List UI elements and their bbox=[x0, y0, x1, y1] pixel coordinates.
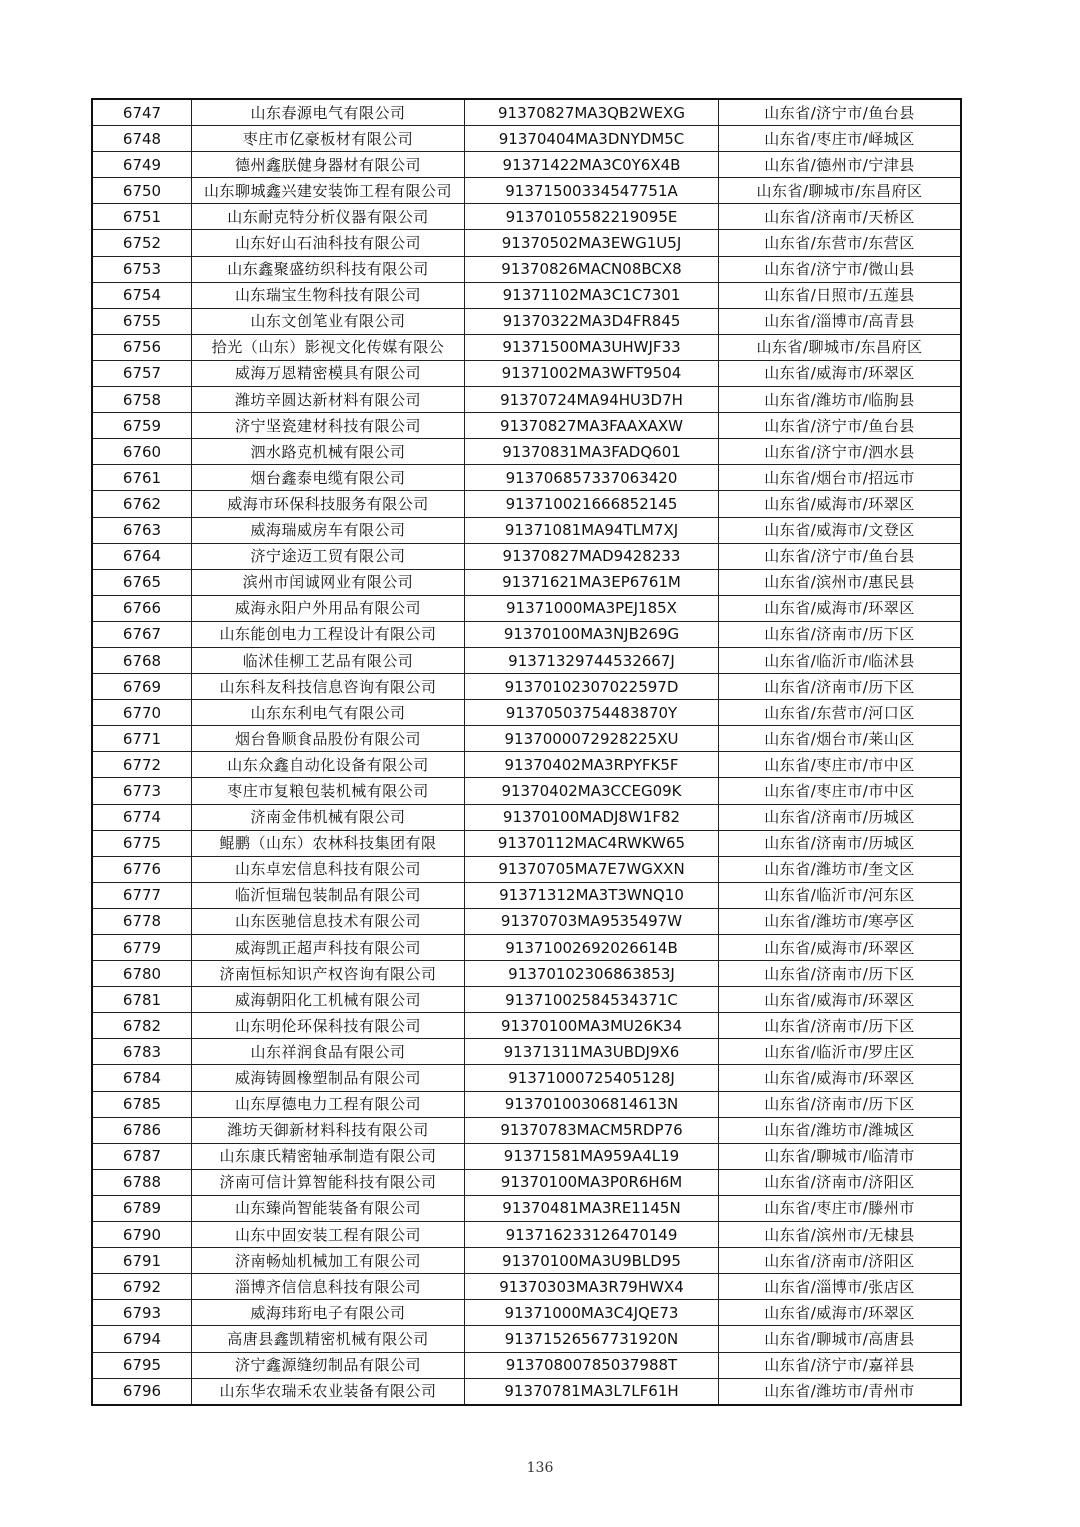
table-row bbox=[92, 908, 961, 934]
region: 山东省/济南市/历下区 bbox=[719, 961, 962, 987]
company-name: 山东众鑫自动化设备有限公司 bbox=[192, 752, 465, 778]
table-row bbox=[92, 256, 961, 282]
row-number: 6791 bbox=[92, 1248, 192, 1274]
row-number: 6794 bbox=[92, 1326, 192, 1352]
table-row bbox=[92, 543, 961, 569]
company-name: 山东华农瑞禾农业装备有限公司 bbox=[192, 1378, 465, 1405]
credit-code: 91371311MA3UBDJ9X6 bbox=[465, 1039, 719, 1065]
row-number: 6751 bbox=[92, 204, 192, 230]
row-number: 6776 bbox=[92, 856, 192, 882]
region: 山东省/滨州市/惠民县 bbox=[719, 569, 962, 595]
region: 山东省/济宁市/泗水县 bbox=[719, 439, 962, 465]
credit-code: 91370100MA3U9BLD95 bbox=[465, 1248, 719, 1274]
table-row bbox=[92, 1013, 961, 1039]
row-number: 6796 bbox=[92, 1378, 192, 1405]
row-number: 6793 bbox=[92, 1300, 192, 1326]
row-number: 6749 bbox=[92, 152, 192, 178]
region: 山东省/枣庄市/峄城区 bbox=[719, 126, 962, 152]
credit-code: 9137000072928225XU bbox=[465, 726, 719, 752]
table-row bbox=[92, 491, 961, 517]
region: 山东省/临沂市/罗庄区 bbox=[719, 1039, 962, 1065]
company-name: 山东明伦环保科技有限公司 bbox=[192, 1013, 465, 1039]
company-name: 山东卓宏信息科技有限公司 bbox=[192, 856, 465, 882]
company-name: 烟台鲁顺食品股份有限公司 bbox=[192, 726, 465, 752]
region: 山东省/济南市/历城区 bbox=[719, 804, 962, 830]
credit-code: 91371526567731920N bbox=[465, 1326, 719, 1352]
table-row bbox=[92, 99, 961, 126]
credit-code: 91370303MA3R79HWX4 bbox=[465, 1274, 719, 1300]
company-name: 泗水路克机械有限公司 bbox=[192, 439, 465, 465]
company-name: 鲲鹏（山东）农林科技集团有限 bbox=[192, 830, 465, 856]
table-row bbox=[92, 1352, 961, 1378]
company-name: 威海朝阳化工机械有限公司 bbox=[192, 987, 465, 1013]
company-name: 淄博齐信信息科技有限公司 bbox=[192, 1274, 465, 1300]
row-number: 6748 bbox=[92, 126, 192, 152]
company-name: 威海瑞威房车有限公司 bbox=[192, 517, 465, 543]
row-number: 6790 bbox=[92, 1222, 192, 1248]
table-row bbox=[92, 1326, 961, 1352]
credit-code: 91371002MA3WFT9504 bbox=[465, 360, 719, 386]
region: 山东省/临沂市/临沭县 bbox=[719, 647, 962, 673]
company-name: 山东东利电气有限公司 bbox=[192, 700, 465, 726]
row-number: 6781 bbox=[92, 987, 192, 1013]
table-row bbox=[92, 1169, 961, 1195]
region: 山东省/德州市/宁津县 bbox=[719, 152, 962, 178]
credit-code: 91371422MA3C0Y6X4B bbox=[465, 152, 719, 178]
region: 山东省/潍坊市/奎文区 bbox=[719, 856, 962, 882]
row-number: 6750 bbox=[92, 178, 192, 204]
table-row bbox=[92, 1039, 961, 1065]
row-number: 6769 bbox=[92, 674, 192, 700]
row-number: 6778 bbox=[92, 908, 192, 934]
table-row bbox=[92, 830, 961, 856]
company-name: 潍坊天御新材料科技有限公司 bbox=[192, 1117, 465, 1143]
table-row bbox=[92, 126, 961, 152]
credit-code: 91370827MA3FAAXAXW bbox=[465, 413, 719, 439]
row-number: 6779 bbox=[92, 935, 192, 961]
credit-code: 91370402MA3CCEG09K bbox=[465, 778, 719, 804]
region: 山东省/济宁市/微山县 bbox=[719, 256, 962, 282]
row-number: 6759 bbox=[92, 413, 192, 439]
credit-code: 913716233126470149 bbox=[465, 1222, 719, 1248]
table-row bbox=[92, 961, 961, 987]
region: 山东省/潍坊市/青州市 bbox=[719, 1378, 962, 1405]
table-row bbox=[92, 1117, 961, 1143]
row-number: 6768 bbox=[92, 647, 192, 673]
region: 山东省/聊城市/临清市 bbox=[719, 1143, 962, 1169]
row-number: 6785 bbox=[92, 1091, 192, 1117]
table-row bbox=[92, 465, 961, 491]
company-name: 烟台鑫泰电缆有限公司 bbox=[192, 465, 465, 491]
company-name: 济南畅灿机械加工有限公司 bbox=[192, 1248, 465, 1274]
row-number: 6784 bbox=[92, 1065, 192, 1091]
table-row bbox=[92, 621, 961, 647]
credit-code: 91371621MA3EP6761M bbox=[465, 569, 719, 595]
region: 山东省/济南市/历下区 bbox=[719, 1091, 962, 1117]
row-number: 6780 bbox=[92, 961, 192, 987]
row-number: 6792 bbox=[92, 1274, 192, 1300]
company-name: 德州鑫朕健身器材有限公司 bbox=[192, 152, 465, 178]
company-name: 济南可信计算智能科技有限公司 bbox=[192, 1169, 465, 1195]
row-number: 6758 bbox=[92, 387, 192, 413]
credit-code: 91371102MA3C1C7301 bbox=[465, 282, 719, 308]
company-name: 山东好山石油科技有限公司 bbox=[192, 230, 465, 256]
company-name: 济南金伟机械有限公司 bbox=[192, 804, 465, 830]
table-row bbox=[92, 308, 961, 334]
region: 山东省/威海市/环翠区 bbox=[719, 360, 962, 386]
row-number: 6757 bbox=[92, 360, 192, 386]
table-row bbox=[92, 1378, 961, 1405]
region: 山东省/威海市/环翠区 bbox=[719, 491, 962, 517]
table-row bbox=[92, 700, 961, 726]
table-row bbox=[92, 1143, 961, 1169]
table-row bbox=[92, 595, 961, 621]
region: 山东省/威海市/环翠区 bbox=[719, 1300, 962, 1326]
credit-code: 91370100MA3MU26K34 bbox=[465, 1013, 719, 1039]
credit-code: 91371002584534371C bbox=[465, 987, 719, 1013]
credit-code: 91371000725405128J bbox=[465, 1065, 719, 1091]
credit-code: 91370481MA3RE1145N bbox=[465, 1195, 719, 1221]
region: 山东省/济南市/历下区 bbox=[719, 621, 962, 647]
row-number: 6788 bbox=[92, 1169, 192, 1195]
credit-code: 91370102307022597D bbox=[465, 674, 719, 700]
row-number: 6761 bbox=[92, 465, 192, 491]
region: 山东省/潍坊市/潍城区 bbox=[719, 1117, 962, 1143]
region: 山东省/威海市/环翠区 bbox=[719, 987, 962, 1013]
row-number: 6763 bbox=[92, 517, 192, 543]
company-name: 济宁途迈工贸有限公司 bbox=[192, 543, 465, 569]
table-row bbox=[92, 178, 961, 204]
credit-code: 913706857337063420 bbox=[465, 465, 719, 491]
credit-code: 91370105582219095E bbox=[465, 204, 719, 230]
region: 山东省/日照市/五莲县 bbox=[719, 282, 962, 308]
company-name: 山东科友科技信息咨询有限公司 bbox=[192, 674, 465, 700]
row-number: 6782 bbox=[92, 1013, 192, 1039]
credit-code: 91370800785037988T bbox=[465, 1352, 719, 1378]
region: 山东省/济南市/历下区 bbox=[719, 674, 962, 700]
region: 山东省/枣庄市/滕州市 bbox=[719, 1195, 962, 1221]
company-name: 威海凯正超声科技有限公司 bbox=[192, 935, 465, 961]
credit-code: 91370100MA3NJB269G bbox=[465, 621, 719, 647]
row-number: 6783 bbox=[92, 1039, 192, 1065]
company-name: 济宁鑫源缝纫制品有限公司 bbox=[192, 1352, 465, 1378]
region: 山东省/济南市/历城区 bbox=[719, 830, 962, 856]
credit-code: 91370826MACN08BCX8 bbox=[465, 256, 719, 282]
company-name: 拾光（山东）影视文化传媒有限公 bbox=[192, 334, 465, 360]
company-name: 枣庄市亿豪板材有限公司 bbox=[192, 126, 465, 152]
table-row bbox=[92, 752, 961, 778]
company-name: 济宁坚瓷建材科技有限公司 bbox=[192, 413, 465, 439]
credit-code: 91370827MAD9428233 bbox=[465, 543, 719, 569]
company-name: 枣庄市复粮包装机械有限公司 bbox=[192, 778, 465, 804]
credit-code: 91370781MA3L7LF61H bbox=[465, 1378, 719, 1405]
table-row bbox=[92, 987, 961, 1013]
table-row bbox=[92, 1091, 961, 1117]
credit-code: 91371000MA3PEJ185X bbox=[465, 595, 719, 621]
table-row bbox=[92, 1248, 961, 1274]
row-number: 6767 bbox=[92, 621, 192, 647]
company-name: 济南恒标知识产权咨询有限公司 bbox=[192, 961, 465, 987]
credit-code: 91370100306814613N bbox=[465, 1091, 719, 1117]
row-number: 6756 bbox=[92, 334, 192, 360]
credit-code: 91370404MA3DNYDM5C bbox=[465, 126, 719, 152]
credit-code: 91370322MA3D4FR845 bbox=[465, 308, 719, 334]
page-number: 136 bbox=[526, 1460, 554, 1476]
region: 山东省/潍坊市/临朐县 bbox=[719, 387, 962, 413]
region: 山东省/济宁市/嘉祥县 bbox=[719, 1352, 962, 1378]
company-name: 高唐县鑫凯精密机械有限公司 bbox=[192, 1326, 465, 1352]
company-name: 山东医驰信息技术有限公司 bbox=[192, 908, 465, 934]
table-row bbox=[92, 726, 961, 752]
credit-code: 91370827MA3QB2WEXG bbox=[465, 99, 719, 126]
region: 山东省/济宁市/鱼台县 bbox=[719, 543, 962, 569]
row-number: 6770 bbox=[92, 700, 192, 726]
row-number: 6774 bbox=[92, 804, 192, 830]
region: 山东省/济宁市/鱼台县 bbox=[719, 413, 962, 439]
row-number: 6753 bbox=[92, 256, 192, 282]
table-body bbox=[92, 99, 961, 1405]
company-name: 山东耐克特分析仪器有限公司 bbox=[192, 204, 465, 230]
company-name: 山东春源电气有限公司 bbox=[192, 99, 465, 126]
row-number: 6764 bbox=[92, 543, 192, 569]
company-name: 威海铸圆橡塑制品有限公司 bbox=[192, 1065, 465, 1091]
table-row bbox=[92, 804, 961, 830]
credit-code: 91370112MAC4RWKW65 bbox=[465, 830, 719, 856]
region: 山东省/济宁市/鱼台县 bbox=[719, 99, 962, 126]
row-number: 6747 bbox=[92, 99, 192, 126]
table-row bbox=[92, 282, 961, 308]
region: 山东省/威海市/文登区 bbox=[719, 517, 962, 543]
table-row bbox=[92, 1300, 961, 1326]
region: 山东省/烟台市/招远市 bbox=[719, 465, 962, 491]
region: 山东省/临沂市/河东区 bbox=[719, 882, 962, 908]
table-row bbox=[92, 882, 961, 908]
credit-code: 91370703MA9535497W bbox=[465, 908, 719, 934]
table-row bbox=[92, 569, 961, 595]
company-name: 山东祥润食品有限公司 bbox=[192, 1039, 465, 1065]
region: 山东省/威海市/环翠区 bbox=[719, 1065, 962, 1091]
region: 山东省/枣庄市/市中区 bbox=[719, 778, 962, 804]
credit-code: 91371581MA959A4L19 bbox=[465, 1143, 719, 1169]
row-number: 6795 bbox=[92, 1352, 192, 1378]
table-row bbox=[92, 230, 961, 256]
table-row bbox=[92, 387, 961, 413]
company-name: 临沂恒瑞包装制品有限公司 bbox=[192, 882, 465, 908]
company-name: 山东康氏精密轴承制造有限公司 bbox=[192, 1143, 465, 1169]
row-number: 6754 bbox=[92, 282, 192, 308]
table-row bbox=[92, 152, 961, 178]
table-row bbox=[92, 935, 961, 961]
credit-code: 91371081MA94TLM7XJ bbox=[465, 517, 719, 543]
credit-code: 91371500MA3UHWJF33 bbox=[465, 334, 719, 360]
credit-code: 91370102306863853J bbox=[465, 961, 719, 987]
company-name: 滨州市闰诚网业有限公司 bbox=[192, 569, 465, 595]
company-name: 潍坊辛圆达新材料有限公司 bbox=[192, 387, 465, 413]
region: 山东省/济南市/历下区 bbox=[719, 1013, 962, 1039]
credit-code: 91371500334547751A bbox=[465, 178, 719, 204]
table-row bbox=[92, 1195, 961, 1221]
row-number: 6765 bbox=[92, 569, 192, 595]
credit-code: 91371000MA3C4JQE73 bbox=[465, 1300, 719, 1326]
table-row bbox=[92, 517, 961, 543]
company-name: 山东臻尚智能装备有限公司 bbox=[192, 1195, 465, 1221]
row-number: 6771 bbox=[92, 726, 192, 752]
row-number: 6775 bbox=[92, 830, 192, 856]
region: 山东省/济南市/济阳区 bbox=[719, 1248, 962, 1274]
company-name: 山东鑫聚盛纺织科技有限公司 bbox=[192, 256, 465, 282]
region: 山东省/聊城市/东昌府区 bbox=[719, 334, 962, 360]
row-number: 6752 bbox=[92, 230, 192, 256]
region: 山东省/聊城市/高唐县 bbox=[719, 1326, 962, 1352]
company-registry-table bbox=[91, 98, 962, 1406]
row-number: 6786 bbox=[92, 1117, 192, 1143]
table-row bbox=[92, 334, 961, 360]
table-row bbox=[92, 360, 961, 386]
company-name: 临沭佳柳工艺品有限公司 bbox=[192, 647, 465, 673]
company-name: 威海永阳户外用品有限公司 bbox=[192, 595, 465, 621]
table-row bbox=[92, 204, 961, 230]
credit-code: 91370100MADJ8W1F82 bbox=[465, 804, 719, 830]
credit-code: 91371002692026614B bbox=[465, 935, 719, 961]
credit-code: 91370503754483870Y bbox=[465, 700, 719, 726]
company-name: 山东厚德电力工程有限公司 bbox=[192, 1091, 465, 1117]
table-row bbox=[92, 413, 961, 439]
credit-code: 91371312MA3T3WNQ10 bbox=[465, 882, 719, 908]
region: 山东省/烟台市/莱山区 bbox=[719, 726, 962, 752]
row-number: 6777 bbox=[92, 882, 192, 908]
row-number: 6762 bbox=[92, 491, 192, 517]
credit-code: 91370100MA3P0R6H6M bbox=[465, 1169, 719, 1195]
region: 山东省/潍坊市/寒亭区 bbox=[719, 908, 962, 934]
company-name: 山东中固安装工程有限公司 bbox=[192, 1222, 465, 1248]
table-row bbox=[92, 856, 961, 882]
table-row bbox=[92, 1222, 961, 1248]
region: 山东省/威海市/环翠区 bbox=[719, 935, 962, 961]
table-row bbox=[92, 439, 961, 465]
region: 山东省/威海市/环翠区 bbox=[719, 595, 962, 621]
credit-code: 91370705MA7E7WGXXN bbox=[465, 856, 719, 882]
credit-code: 91370783MACM5RDP76 bbox=[465, 1117, 719, 1143]
row-number: 6766 bbox=[92, 595, 192, 621]
region: 山东省/东营市/河口区 bbox=[719, 700, 962, 726]
table-row bbox=[92, 1065, 961, 1091]
company-name: 山东能创电力工程设计有限公司 bbox=[192, 621, 465, 647]
credit-code: 91370402MA3RPYFK5F bbox=[465, 752, 719, 778]
region: 山东省/济南市/天桥区 bbox=[719, 204, 962, 230]
table-row bbox=[92, 647, 961, 673]
row-number: 6789 bbox=[92, 1195, 192, 1221]
credit-code: 91370502MA3EWG1U5J bbox=[465, 230, 719, 256]
region: 山东省/聊城市/东昌府区 bbox=[719, 178, 962, 204]
company-name: 威海玮珩电子有限公司 bbox=[192, 1300, 465, 1326]
region: 山东省/滨州市/无棣县 bbox=[719, 1222, 962, 1248]
region: 山东省/淄博市/张店区 bbox=[719, 1274, 962, 1300]
region: 山东省/枣庄市/市中区 bbox=[719, 752, 962, 778]
credit-code: 91370831MA3FADQ601 bbox=[465, 439, 719, 465]
company-name: 山东文创笔业有限公司 bbox=[192, 308, 465, 334]
row-number: 6772 bbox=[92, 752, 192, 778]
region: 山东省/东营市/东营区 bbox=[719, 230, 962, 256]
credit-code: 91371002166685214​5 bbox=[465, 491, 719, 517]
company-name: 威海万恩精密模具有限公司 bbox=[192, 360, 465, 386]
company-name: 山东聊城鑫兴建安装饰工程有限公司 bbox=[192, 178, 465, 204]
row-number: 6773 bbox=[92, 778, 192, 804]
row-number: 6760 bbox=[92, 439, 192, 465]
company-name: 山东瑞宝生物科技有限公司 bbox=[192, 282, 465, 308]
row-number: 6755 bbox=[92, 308, 192, 334]
credit-code: 91370724MA94HU3D7H bbox=[465, 387, 719, 413]
row-number: 6787 bbox=[92, 1143, 192, 1169]
company-name: 威海市环保科技服务有限公司 bbox=[192, 491, 465, 517]
credit-code: 91371329744532667J bbox=[465, 647, 719, 673]
table-row bbox=[92, 1274, 961, 1300]
region: 山东省/济南市/济阳区 bbox=[719, 1169, 962, 1195]
region: 山东省/淄博市/高青县 bbox=[719, 308, 962, 334]
table-row bbox=[92, 674, 961, 700]
table-row bbox=[92, 778, 961, 804]
